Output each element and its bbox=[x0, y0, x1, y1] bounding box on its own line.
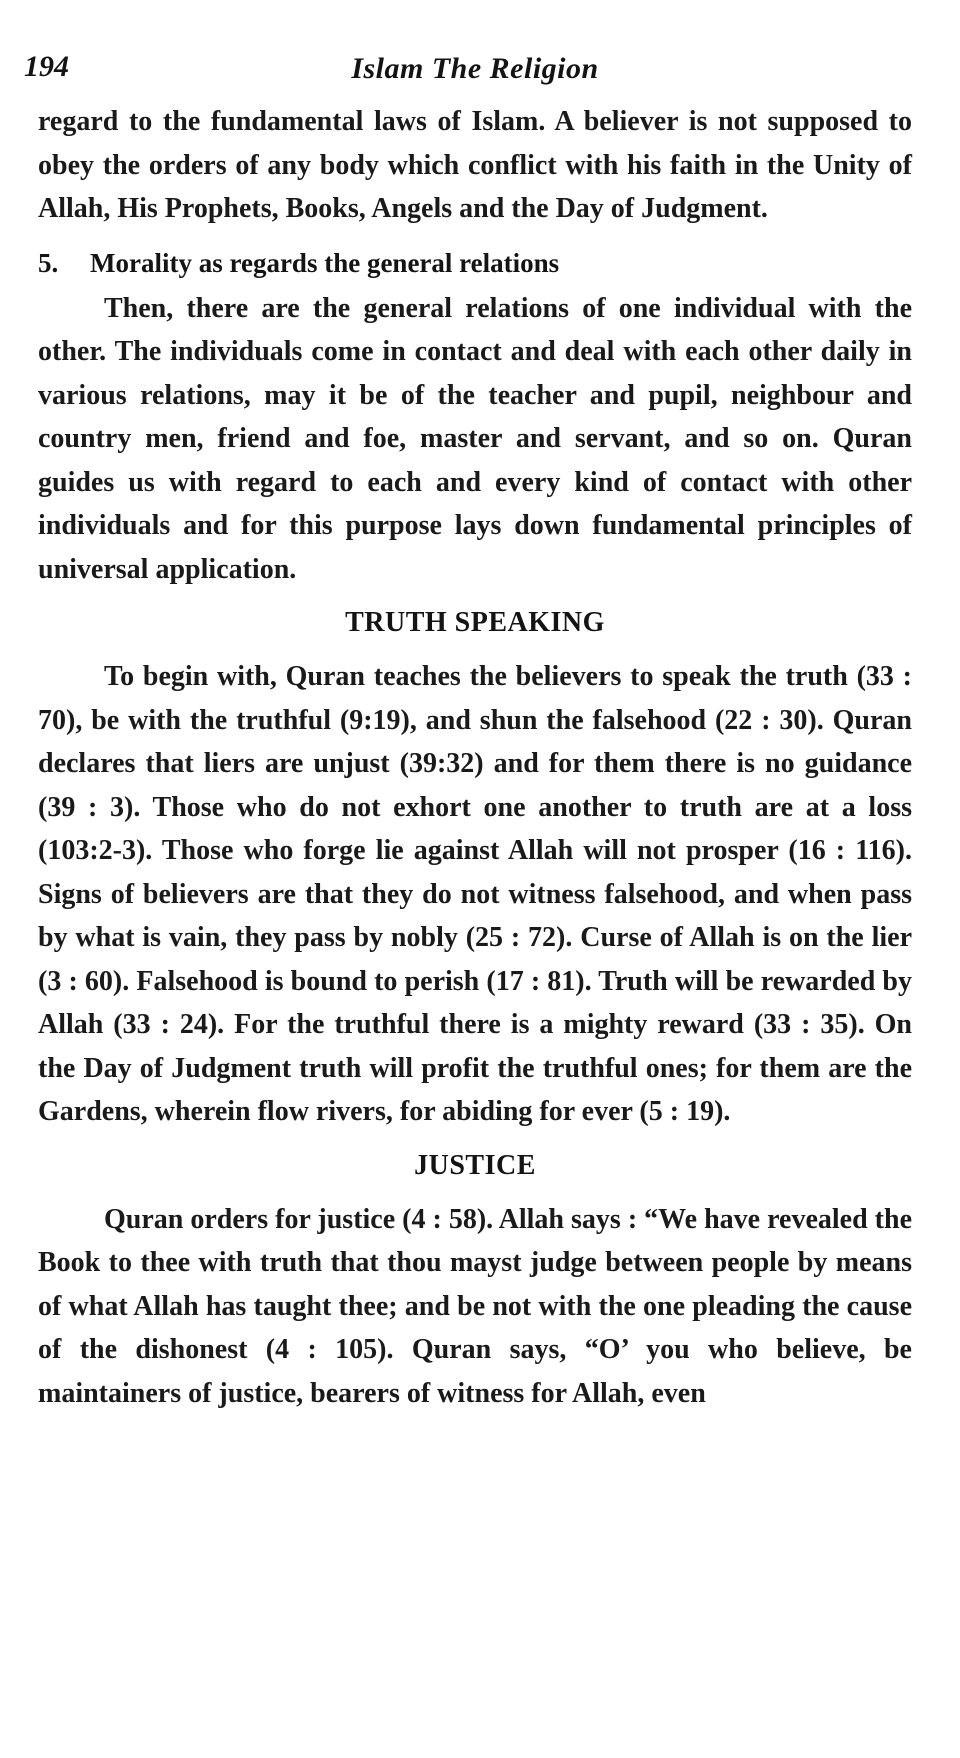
paragraph-fundamental-laws: regard to the fundamental laws of Islam. A believer is not supposed to obey the orders of any body which conflict with his faith in the Unity of Allah, His Prophets, Books, Angels and the Day of Judgment. bbox=[38, 106, 912, 224]
page-number: 194 bbox=[24, 50, 69, 83]
heading-justice: JUSTICE bbox=[414, 1149, 536, 1181]
heading-truth-speaking: TRUTH SPEAKING bbox=[345, 607, 605, 638]
section-number: 5. bbox=[38, 247, 59, 278]
paragraph-general-relations: Then, there are the general relations of one individual with the other. The individuals come in contact and deal with each other daily in various relations, may it be of the teacher and pupil, neighbour and country men, friend and foe, master and servant, and so on. Quran guides us with regard to each and every kind of contact with other individuals and for this purpose lays down fundamental principles of universal application. bbox=[38, 292, 912, 585]
running-head bbox=[24, 44, 912, 100]
paragraph-truth-speaking: To begin with, Quran teaches the believers to speak the truth (33 : 70), be with the truthful (9:19), and shun the falsehood (22 : 30). Quran declares that liers are unjust (39:32) and for them there is no guidance (39 : 3). Those who do not exhort one another to truth are at a loss (103:2-3). Those who forge lie against Allah will not prosper (16 : 116). Signs of believers are that they do not witness falsehood, and when pass by what is vain, they pass by nobly (25 : 72). Curse of Allah is on the lier (3 : 60). Falsehood is bound to perish (17 : 81). Truth will be rewarded by Allah (33 : 24). For the truthful there is a mighty reward (33 : 35). On the Day of Judgment truth will profit the truthful ones; for them are the Gardens, wherein flow rivers, for abiding for ever (5 : 19). bbox=[38, 661, 912, 1127]
section-heading-morality bbox=[38, 243, 912, 283]
section-title: Morality as regards the general relations bbox=[90, 247, 560, 278]
book-title: Islam The Religion bbox=[351, 52, 599, 85]
paragraph-justice: Quran orders for justice (4 : 58). Allah says : “We have revealed the Book to thee with truth that thou mayst judge between people by means of what Allah has taught thee; and be not with the one pleading the cause of the dishonest (4 : 105). Quran says, “O’ you who believe, be maintainers of justice, bearers of witness for Allah, even bbox=[38, 1203, 912, 1409]
